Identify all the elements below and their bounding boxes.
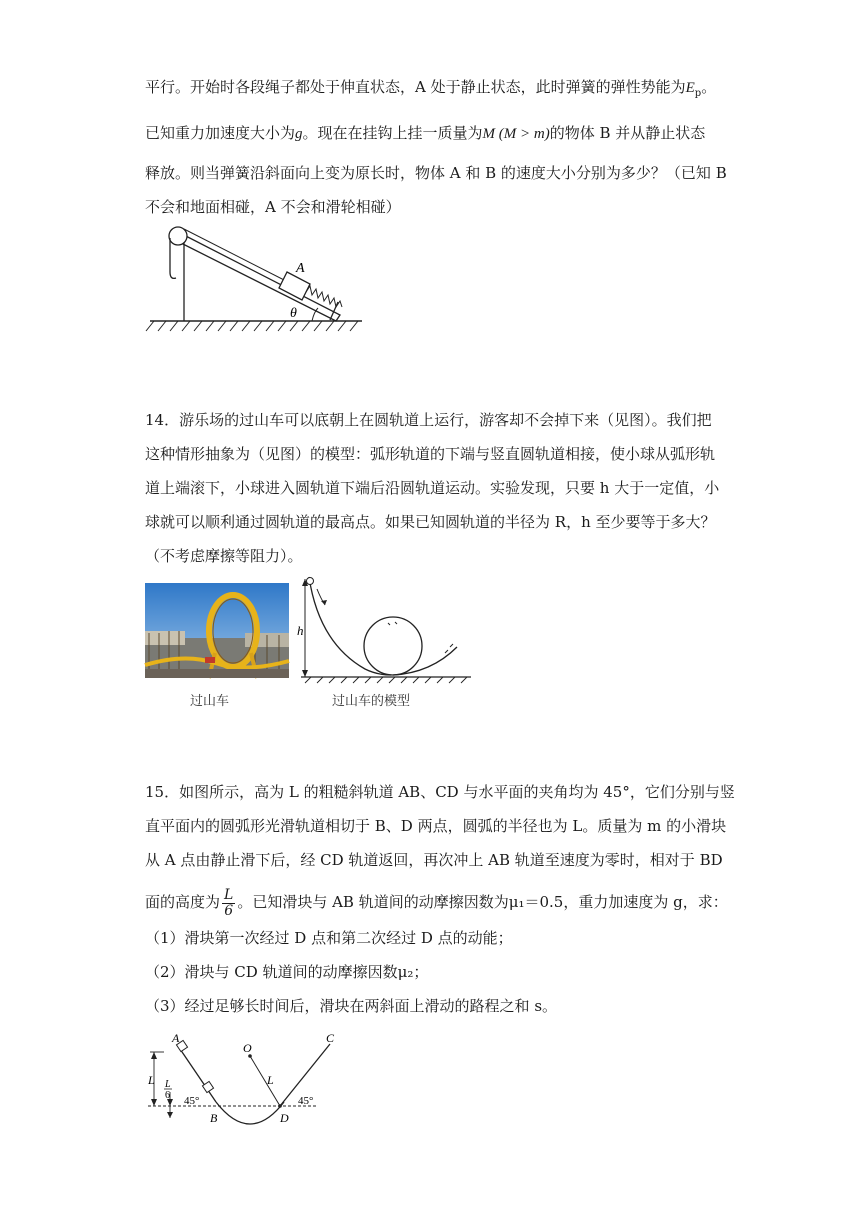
point-b-label: B — [210, 1111, 218, 1125]
q14-line-2: 这种情形抽象为（见图）的模型：弧形轨道的下端与竖直圆轨道相接，使小球从弧形轨 — [145, 445, 716, 463]
q14-line-4: 球就可以顺利通过圆轨道的最高点。如果已知圆轨道的半径为 R，h 至少要等于多大？ — [145, 513, 716, 531]
roller-coaster-model — [295, 573, 475, 683]
q13-line-2: 已知重力加速度大小为g。现在在挂钩上挂一质量为M (M > m)的物体 B 并从静止状态 — [145, 124, 706, 142]
radius-l-label: L — [267, 1073, 274, 1087]
q15-line-4: 面的高度为 $\frac{L}{6}$ 。已知滑块与 AB 轨道间的动摩擦因数为μ₁＝0.5，重力加速度为 g，求： — [145, 886, 728, 919]
dim-label-6: 6 — [165, 1090, 170, 1101]
q15-line-3: 从 A 点由静止滑下后，经 CD 轨道返回，再次冲上 AB 轨道至速度为零时，相对于 BD — [145, 851, 723, 869]
q13-incline-figure — [140, 220, 370, 335]
ep-sub: p — [694, 88, 702, 99]
q14-line-5: （不考虑摩擦等阻力）。 — [145, 547, 303, 565]
model-label-h: h — [297, 623, 304, 638]
q15-sub-2: （2）滑块与 CD 轨道间的动摩擦因数μ₂； — [145, 963, 429, 981]
q15-line-1: 15．如图所示，高为 L 的粗糙斜轨道 AB、CD 与水平面的夹角均为 45°，它们分别与竖 — [145, 783, 735, 801]
dim-label-l: L — [148, 1073, 155, 1087]
q14-line-3: 道上端滚下，小球进入圆轨道下端后沿圆轨道运动。实验发现，只要 h 大于一定值，小 — [145, 479, 720, 497]
caption-photo: 过山车 — [190, 694, 230, 709]
height-fraction: $\frac{L}{6}$ — [224, 886, 234, 919]
q13-line-3: 释放。则当弹簧沿斜面向上变为原长时，物体 A 和 B 的速度大小分别为多少？（已知 B — [145, 164, 727, 182]
angle-theta-label: θ — [290, 306, 297, 321]
point-c-label: C — [326, 1031, 335, 1045]
g-symbol: g — [295, 126, 303, 142]
angle-right-label: 45° — [298, 1095, 314, 1107]
q15-sub-1: （1）滑块第一次经过 D 点和第二次经过 D 点的动能； — [145, 929, 513, 947]
roller-coaster-photo — [145, 583, 289, 678]
q13-line-1: 平行。开始时各段绳子都处于伸直状态，A 处于静止状态，此时弹簧的弹性势能为$E_p$。 — [145, 78, 717, 99]
q15-track-figure — [140, 1030, 350, 1155]
q15-sub-3: （3）经过足够长时间后，滑块在两斜面上滑动的路程之和 s。 — [145, 997, 558, 1015]
mass-expression: M (M > m) — [482, 126, 550, 142]
q14-line-1: 14．游乐场的过山车可以底朝上在圆轨道上运行，游客却不会掉下来（见图）。我们把 — [145, 411, 712, 429]
angle-left-label: 45° — [184, 1095, 200, 1107]
q13-line-4: 不会和地面相碰，A 不会和滑轮相碰） — [145, 198, 401, 216]
point-o-label: O — [243, 1041, 252, 1055]
dim-label-l-num: L — [165, 1079, 171, 1090]
block-label-a: A — [296, 261, 305, 276]
point-d-label: D — [280, 1111, 289, 1125]
point-a-label: A — [172, 1031, 180, 1045]
q15-line-2: 直平面内的圆弧形光滑轨道相切于 B、D 两点，圆弧的半径也为 L。质量为 m 的小滑块 — [145, 817, 727, 835]
caption-model: 过山车的模型 — [332, 694, 411, 709]
ep-symbol: E — [685, 80, 695, 96]
